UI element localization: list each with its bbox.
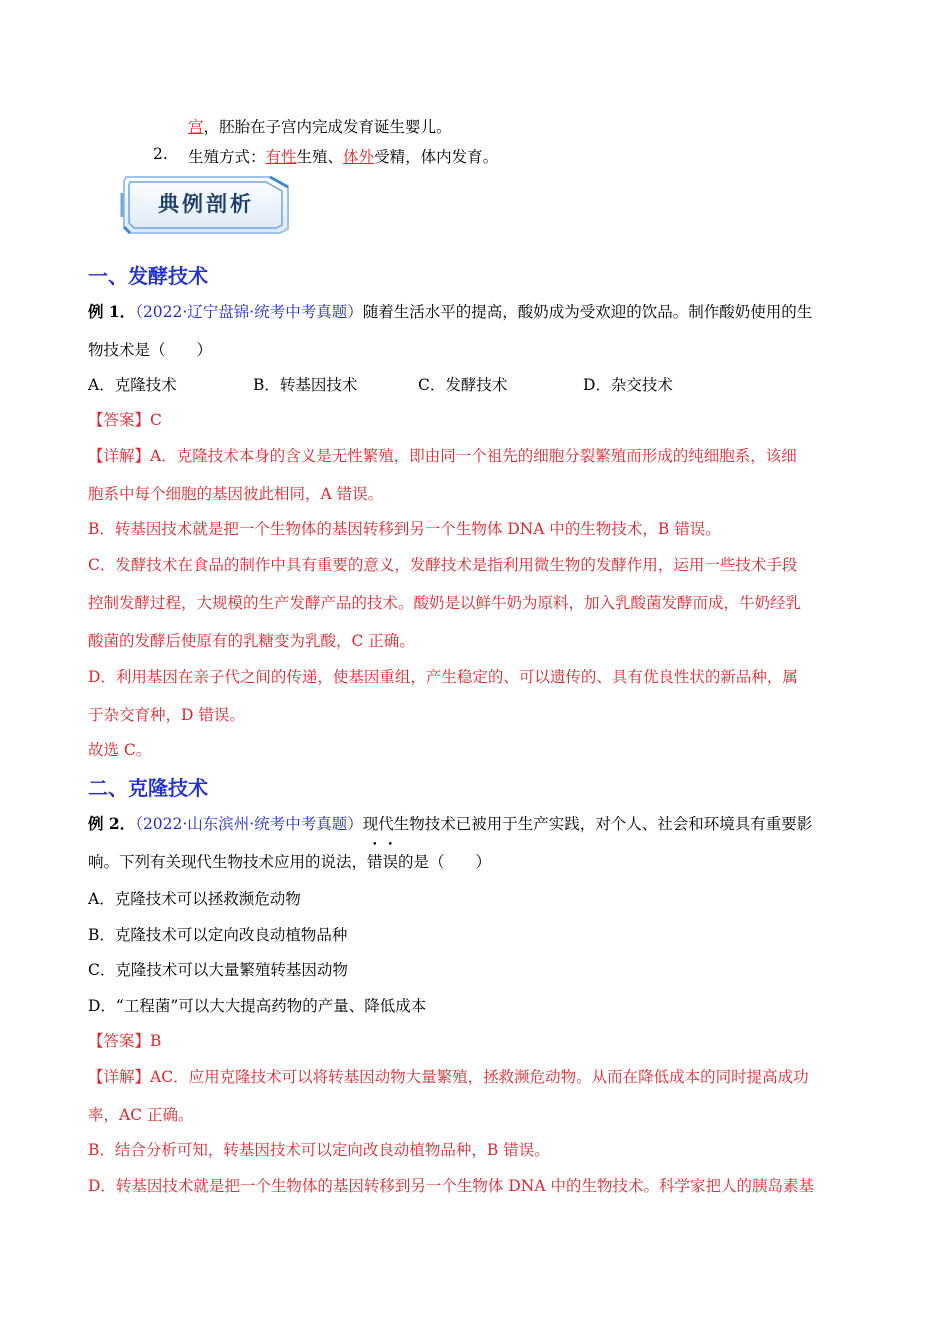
answer-label: 【答案】 (88, 1032, 151, 1050)
detail-line: D．利用基因在亲子代之间的传递，使基因重组，产生稳定的、可以遗传的、具有优良性状的新品种，属 (88, 668, 798, 686)
question-1-stem: 例 1．（2022·辽宁盘锦·统考中考真题）随着生活水平的提高，酸奶成为受欢迎的饮品。制作酸奶使用的生 (88, 302, 813, 321)
fill-blank: 体外 (343, 148, 375, 166)
question-2-stem: 例 2．（2022·山东滨州·统考中考真题）现代生物技术已被用于生产实践，对个人、社会和环境具有重要影 (88, 814, 813, 833)
section-title-fermentation: 一、发酵技术 (88, 264, 208, 288)
question-1-stem-cont: 物技术是（ ） (88, 341, 213, 359)
option-a: A．克隆技术可以拯救濒危动物 (88, 890, 301, 908)
detail-label: 【详解】 (88, 1068, 151, 1086)
question-source: （2022·山东滨州·统考中考真题） (135, 815, 363, 833)
continuation-line: 宫，胚胎在子宫内完成发育诞生婴儿。 (188, 118, 452, 136)
option-b: B．转基因技术 (253, 376, 358, 394)
option-c: C．克隆技术可以大量繁殖转基因动物 (88, 961, 348, 979)
fill-blank: 有性 (265, 148, 297, 166)
option-d: D．“工程菌”可以大大提高药物的产量、降低成本 (88, 997, 427, 1015)
answer-line (88, 408, 162, 430)
detail-line: 酸菌的发酵后使原有的乳糖变为乳酸，C 正确。 (88, 632, 415, 650)
section-banner (120, 173, 292, 237)
section-title-cloning: 二、克隆技术 (88, 776, 208, 800)
fill-blank: 宫 (188, 118, 204, 136)
detail-line: 率，AC 正确。 (88, 1106, 194, 1124)
option-b: B．克隆技术可以定向改良动植物品种 (88, 926, 348, 944)
detail-line: C．发酵技术在食品的制作中具有重要的意义，发酵技术是指利用微生物的发酵作用，运用一些技术手段 (88, 556, 798, 574)
reproduction-text: 生殖方式：有性生殖、体外受精，体内发育。 (188, 148, 499, 166)
banner-title: 典例剖析 (158, 192, 254, 216)
answer-value: B (150, 1032, 162, 1050)
detail-line: 【详解】AC．应用克隆技术可以将转基因动物大量繁殖，拯救濒危动物。从而在降低成本的同时提高成功 (88, 1068, 809, 1086)
conclusion-line: 故选 C。 (88, 741, 152, 759)
question-source: （2022·辽宁盘锦·统考中考真题） (135, 303, 363, 321)
detail-line: B．结合分析可知，转基因技术可以定向改良动植物品种，B 错误。 (88, 1141, 550, 1159)
question-label: 例 2． (88, 814, 136, 833)
question-2-stem-cont: 响。下列有关现代生物技术应用的说法，错误的是（ ） (88, 850, 491, 872)
detail-line: 控制发酵过程，大规模的生产发酵产品的技术。酸奶是以鲜牛奶为原料，加入乳酸菌发酵而成，牛奶经乳 (88, 594, 802, 612)
answer-label: 【答案】 (88, 411, 151, 429)
answer-value: C (150, 411, 162, 429)
list-number: 2. (153, 145, 168, 163)
option-a: A．克隆技术 (88, 376, 177, 394)
list-item-reproduction (153, 145, 168, 163)
detail-line: 【详解】A．克隆技术本身的含义是无性繁殖，即由同一个祖先的细胞分裂繁殖而形成的纯细胞系，该细 (88, 447, 797, 465)
answer-line (88, 1029, 161, 1051)
option-d: D．杂交技术 (583, 376, 673, 394)
detail-line: 胞系中每个细胞的基因彼此相同，A 错误。 (88, 485, 384, 503)
question-label: 例 1． (88, 302, 136, 321)
emphasis-char: 错 (367, 853, 383, 871)
emphasis-char: 误 (382, 853, 399, 871)
detail-label: 【详解】 (88, 447, 151, 465)
detail-line: B．转基因技术就是把一个生物体的基因转移到另一个生物体 DNA 中的生物技术，B 错误。 (88, 520, 721, 538)
option-c: C．发酵技术 (418, 376, 508, 394)
detail-line: D．转基因技术就是把一个生物体的基因转移到另一个生物体 DNA 中的生物技术。科学家把人的胰岛素基 (88, 1177, 814, 1195)
detail-line: 于杂交育种，D 错误。 (88, 706, 245, 724)
